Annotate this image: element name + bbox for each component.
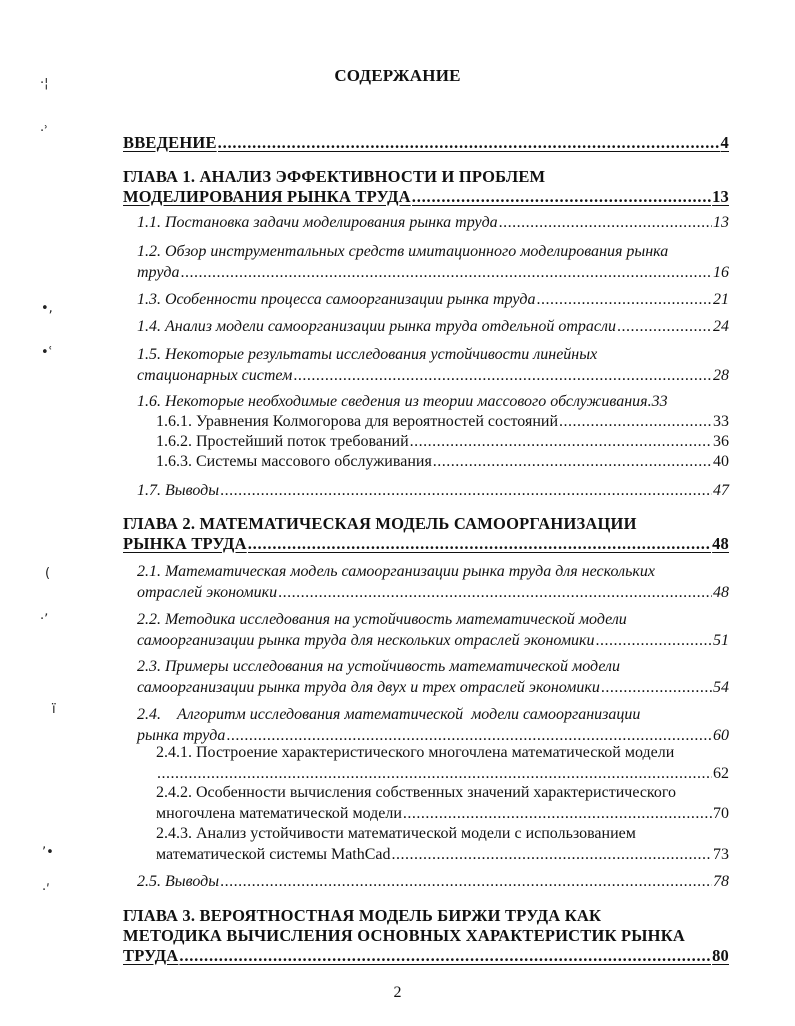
- toc-entry-2-4-1[interactable]: [156, 742, 729, 784]
- scan-mark: (: [45, 566, 51, 581]
- toc-title-line: МЕТОДИКА ВЫЧИСЛЕНИЯ ОСНОВНЫХ ХАРАКТЕРИСТИК РЫНКА: [123, 926, 685, 945]
- toc-entry-1-6[interactable]: [137, 391, 729, 412]
- toc-entry-chapter-1[interactable]: [123, 167, 729, 207]
- toc-page: 16: [713, 264, 729, 281]
- toc-title: труда: [137, 264, 180, 281]
- toc-title-line: 2.4.3. Анализ устойчивости математической модели с использованием: [156, 825, 636, 842]
- toc-page: 48: [713, 584, 729, 601]
- scan-mark: ·ʼ: [40, 612, 49, 627]
- toc-title: 1.1. Постановка задачи моделирования рынка труда: [137, 214, 498, 231]
- toc-title: стационарных систем: [137, 367, 293, 384]
- scan-mark: •,: [41, 301, 53, 316]
- toc-page: 4: [720, 133, 729, 152]
- toc-title: самоорганизации рынка труда для двух и трех отраслей экономики: [137, 679, 600, 696]
- toc-page: 40: [713, 453, 729, 470]
- toc-title: 1.3. Особенности процесса самоорганизации рынка труда: [137, 291, 536, 308]
- toc-entry-intro[interactable]: [123, 133, 729, 153]
- toc-page: 13: [713, 214, 729, 231]
- toc-entry-1-7[interactable]: [137, 480, 729, 501]
- toc-entry-chapter-3[interactable]: [123, 906, 729, 966]
- toc-title-line: ГЛАВА 3. ВЕРОЯТНОСТНАЯ МОДЕЛЬ БИРЖИ ТРУДА КАК: [123, 906, 602, 925]
- toc-entry-1-4[interactable]: [137, 316, 729, 337]
- toc-title-line: 2.4. Алгоритм исследования математической модели самоорганизации: [137, 706, 641, 723]
- scan-mark: •ʿ: [41, 345, 53, 360]
- toc-page: 21: [713, 291, 729, 308]
- page-number: 2: [393, 984, 402, 1001]
- toc-entry-1-6-1[interactable]: [156, 411, 729, 432]
- toc-page: 54: [713, 679, 729, 696]
- scan-mark: ·ʹ: [42, 883, 50, 898]
- toc-title-line: 2.4.2. Особенности вычисления собственных значений характеристического: [156, 784, 677, 801]
- scan-mark: ï: [52, 702, 56, 717]
- toc-title: 1.6.2. Простейший поток требований: [156, 433, 409, 450]
- toc-entry-2-3[interactable]: [137, 656, 729, 698]
- toc-page: 33: [651, 393, 668, 410]
- toc-page: 24: [713, 318, 729, 335]
- toc-page: 48: [712, 534, 729, 553]
- toc-title: ТРУДА: [123, 946, 179, 965]
- toc-entry-1-6-3[interactable]: [156, 451, 729, 472]
- toc-title-line: ГЛАВА 1. АНАЛИЗ ЭФФЕКТИВНОСТИ И ПРОБЛЕМ: [123, 167, 546, 186]
- toc-title: многочлена математической модели: [156, 805, 402, 822]
- scan-mark: ·ʾ: [40, 124, 49, 139]
- page-title: СОДЕРЖАНИЕ: [334, 66, 461, 85]
- toc-title-line: 2.3. Примеры исследования на устойчивость математической модели: [137, 658, 620, 675]
- toc-page: 47: [713, 482, 729, 499]
- toc-title: математической системы MathCad: [156, 846, 391, 863]
- toc-title-line: ГЛАВА 2. МАТЕМАТИЧЕСКАЯ МОДЕЛЬ САМООРГАНИЗАЦИИ: [123, 514, 637, 533]
- toc-title-line: 2.1. Математическая модель самоорганизации рынка труда для нескольких: [137, 563, 655, 580]
- toc-title: 1.7. Выводы: [137, 482, 220, 499]
- toc-title-line: 1.2. Обзор инструментальных средств имитационного моделирования рынка: [137, 243, 669, 260]
- toc-title: РЫНКА ТРУДА: [123, 534, 247, 553]
- toc-page: 78: [713, 873, 729, 890]
- toc-title-line: 1.5. Некоторые результаты исследования устойчивости линейных: [137, 346, 598, 363]
- toc-page: 28: [713, 367, 729, 384]
- toc-title: 2.5. Выводы: [137, 873, 220, 890]
- toc-title: 1.4. Анализ модели самоорганизации рынка труда отдельной отрасли: [137, 318, 616, 335]
- toc-page: 62: [713, 765, 729, 782]
- toc-entry-2-4[interactable]: [137, 704, 729, 746]
- toc-entry-1-6-2[interactable]: [156, 431, 729, 452]
- toc-page: 36: [713, 433, 729, 450]
- toc-entry-2-1[interactable]: [137, 561, 729, 603]
- toc-entry-1-3[interactable]: [137, 289, 729, 310]
- toc-page: 51: [713, 632, 729, 649]
- toc-title-line: 2.4.1. Построение характеристического многочлена математической модели: [156, 744, 675, 761]
- toc-title: 1.6. Некоторые необходимые сведения из теории массового обслуживания.: [137, 393, 652, 410]
- toc-entry-2-5[interactable]: [137, 871, 729, 892]
- scan-mark: ʼ•: [42, 845, 54, 860]
- toc-title: МОДЕЛИРОВАНИЯ РЫНКА ТРУДА: [123, 187, 411, 206]
- toc-page: 80: [712, 946, 729, 965]
- toc-page: 60: [713, 727, 729, 744]
- scan-mark: ·¦: [40, 76, 49, 91]
- toc-entry-2-2[interactable]: [137, 609, 729, 651]
- toc-title: ВВЕДЕНИЕ: [123, 133, 217, 152]
- toc-page: 13: [712, 187, 729, 206]
- toc-title: 1.6.1. Уравнения Колмогорова для вероятностей состояний: [156, 413, 559, 430]
- toc-entry-1-5[interactable]: [137, 344, 729, 386]
- toc-title: 1.6.3. Системы массового обслуживания: [156, 453, 432, 470]
- toc-entry-2-4-3[interactable]: [156, 823, 729, 865]
- toc-entry-chapter-2[interactable]: [123, 514, 729, 554]
- toc-entry-1-2[interactable]: [137, 241, 729, 283]
- toc-page: 73: [713, 846, 729, 863]
- toc-page: 70: [713, 805, 729, 822]
- toc-title: отраслей экономики: [137, 584, 278, 601]
- toc-title: самоорганизации рынка труда для нескольких отраслей экономики: [137, 632, 595, 649]
- toc-entry-2-4-2[interactable]: [156, 782, 729, 824]
- toc-title-line: 2.2. Методика исследования на устойчивость математической модели: [137, 611, 627, 628]
- toc-entry-1-1[interactable]: [137, 212, 729, 233]
- toc-page: 33: [713, 413, 729, 430]
- toc-title: рынка труда: [137, 727, 226, 744]
